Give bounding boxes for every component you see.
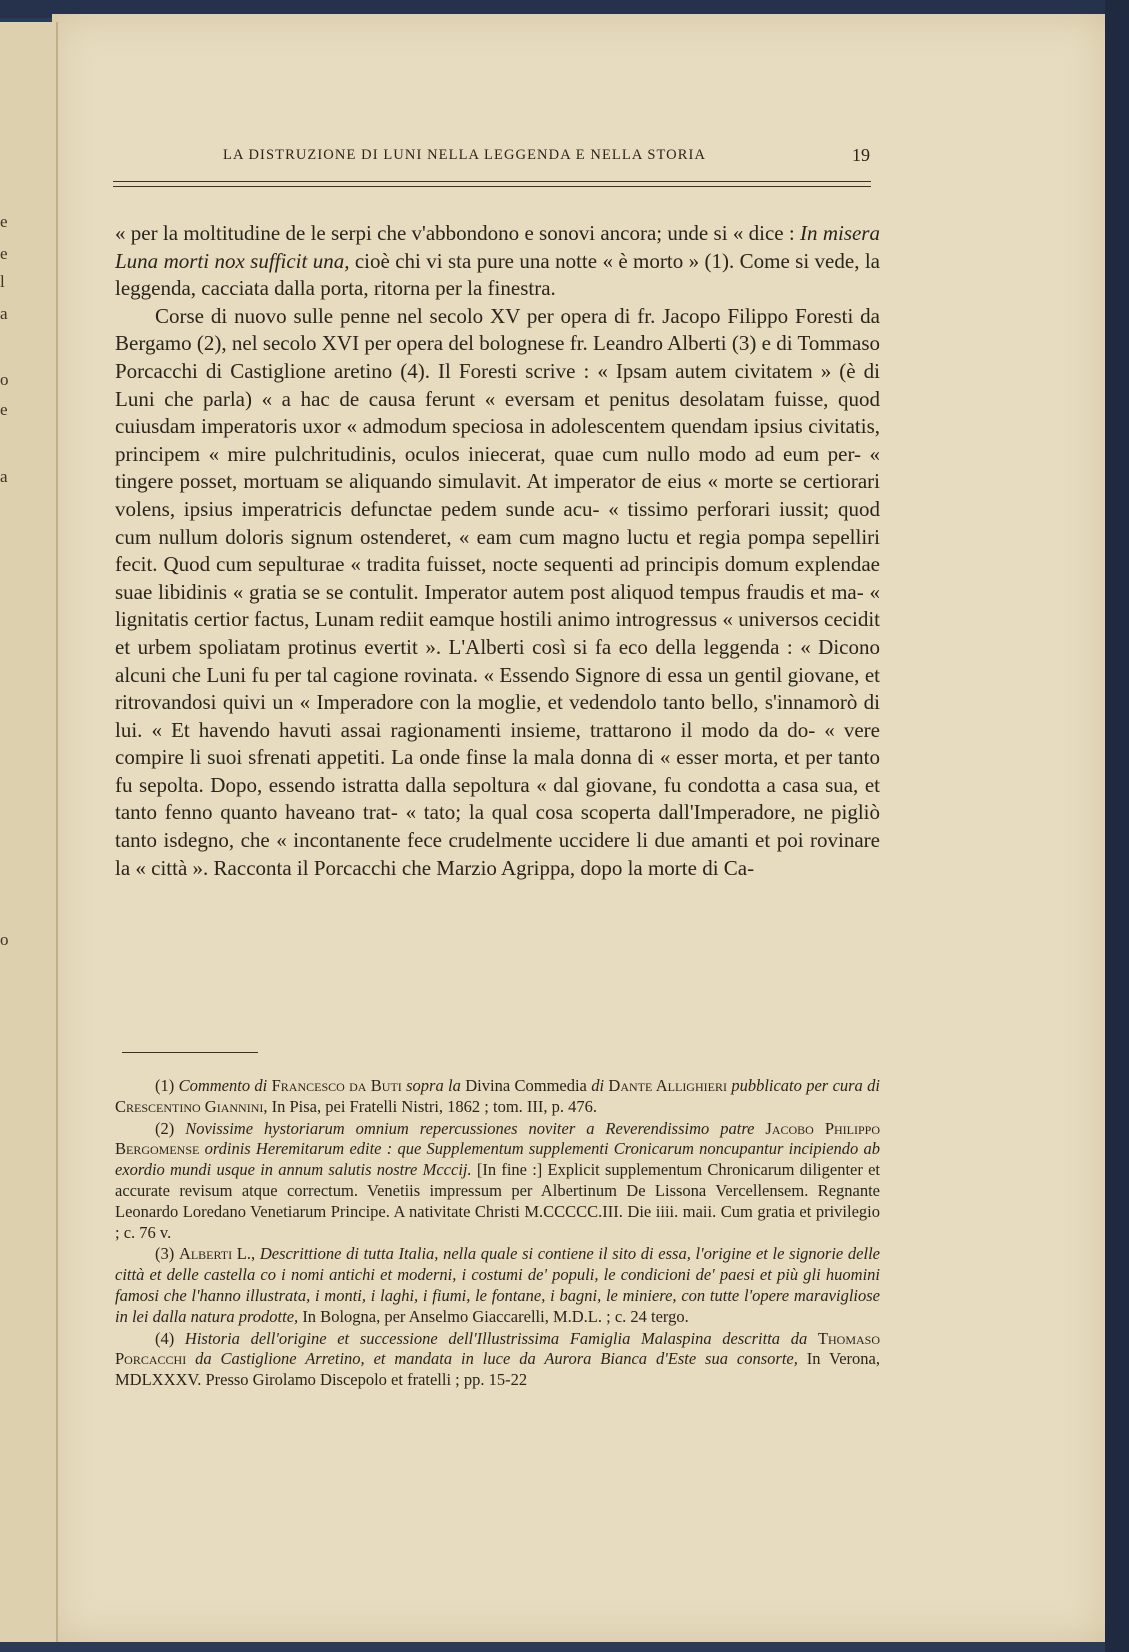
main-text <box>115 220 880 882</box>
paragraph: « per la moltitudine de le serpi che v'abbondono e sonovi ancora; unde si « dice : In misera Luna morti nox sufficit una, cioè chi vi sta pure una notte « è morto » (1). Come si vede, la leggenda, cacciata dalla porta, ritorna per la finestra. <box>115 221 880 301</box>
margin-fragment: e <box>0 212 8 231</box>
footnote-rule <box>122 1052 258 1053</box>
margin-fragment: l <box>0 272 5 291</box>
footnotes <box>115 1076 880 1392</box>
footnote-3: (3) Alberti L., Descrittione di tutta Italia, nella quale si contiene il sito di essa, l'origine et le signorie delle città et delle castella co i nomi antichi et moderni, i costumi de' populi, le condicioni de' paesi et più gli huomini famosi che l'hanno illustrata, i monti, i laghi, i fiumi, le fontane, i bagni, le miniere, con tutte l'opere maravigliose in lei dalla natura prodotte, In Bologna, per Anselmo Giaccarelli, M.D.L. ; c. 24 tergo. <box>115 1244 880 1326</box>
footnote-1: (1) Commento di Francesco da Buti sopra la Divina Commedia di Dante Allighieri pubblicato per cura di Crescentino Giannini, In Pisa, pei Fratelli Nistri, 1862 ; tom. III, p. 476. <box>115 1076 880 1116</box>
footnote-2: (2) Novissime hystoriarum omnium repercussiones noviter a Reverendissimo patre Jacobo Philippo Bergomense ordinis Heremitarum edite : que Supplementum supplementi Cronicarum noncupantur incipiendo ab exordio mundi usque in annum salutis nostre Mcccij. [In fine :] Explicit supplementum Chronicarum diligenter et accurate revisum atque correctum. Venetiis impressum per Albertinum De Lissona Vercellensem. Regnante Leonardo Loredano Venetiarum Principe. A nativitate Christi M.CCCCC.III. Die iiii. maii. Cum gratia et privilegio ; c. 76 v. <box>115 1118 881 1242</box>
margin-fragment: e <box>0 244 8 263</box>
header-rule <box>113 186 871 187</box>
footnote-4: (4) Historia dell'origine et successione dell'Illustrissima Famiglia Malaspina descritta da Thomaso Porcacchi da Castiglione Arretino, et mandata in luce da Aurora Bianca d'Este sua consorte, In Verona, MDLXXXV. Presso Girolamo Discepolo et fratelli ; pp. 15-22 <box>115 1328 880 1390</box>
paragraph: Corse di nuovo sulle penne nel secolo XV per opera di fr. Jacopo Filippo Foresti da Bergamo (2), nel secolo XVI per opera del bolognese fr. Leandro Alberti (3) e di Tommaso Porcacchi di Castiglione aretino (4). Il Foresti scrive : « Ipsam autem civitatem » (è di Luni che parla) « a hac de causa ferunt « eversam et penitus desolatam fuisse, quod cuiusdam imperatoris uxor « admodum speciosa in adolescentem quendam ipsius civitatis, principem « mire pulchritudinis, oculos iniecerat, quae cum nullo modo ad eum per- « tingere posset, mortuam se aliquando simulavit. At imperator de eius « morte se certiorari volens, ipsius imperatricis defunctae pedem sunde acu- « tissimo perforari iussit; quod cum nullum doloris signum ostenderet, « eam cum magno luctu et regia pompa sepelliri fecit. Quod cum sepulturae « tradita fuisset, nocte sequenti ad principis domum explendae suae libidinis « gratia se se contulit. Imperator autem post aliquod tempus fraudis et ma- « lignitatis certior factus, Lunam rediit eamque hostili animo introgressus « universos cecidit et urbem spoliatam protinus evertit ». L'Alberti così si fa eco della leggenda : « Dicono alcuni che Luni fu per tal cagione rovinata. « Essendo Signore di essa un gentil giovane, et ritrovandosi quivi un « Imperadore con la moglie, et vedendolo tanto bello, s'innamorò di lui. « Et havendo havuti assai ragionamenti insieme, trattarono il modo da do- « vere compire li suoi sfrenati appetiti. La onde finse la mala donna di « esser morta, et per tanto fu sepolta. Dopo, essendo istratta dalla sepoltura « dal giovane, fu condotta a casa sua, et tanto fenno quanto haveano trat- « tato; la qual cosa scoperta dall'Imperadore, ne pigliò tanto isdegno, che « incontanente fece crudelmente uccidere li due amanti et poi rovinare la « città ». Racconta il Porcacchi che Marzio Agrippa, dopo la morte di Ca- <box>115 303 880 880</box>
header-rule <box>113 181 871 182</box>
margin-fragment: e <box>0 400 8 419</box>
running-head: LA DISTRUZIONE DI LUNI NELLA LEGGENDA E NELLA STORIA <box>223 147 707 163</box>
margin-fragment: a <box>0 467 8 486</box>
margin-fragment: a <box>0 304 8 323</box>
page-number: 19 <box>852 145 870 165</box>
margin-fragment: o <box>0 930 9 949</box>
scan-background-right <box>1105 0 1129 1652</box>
margin-fragment: o <box>0 370 9 389</box>
previous-page-edge <box>0 22 58 1642</box>
